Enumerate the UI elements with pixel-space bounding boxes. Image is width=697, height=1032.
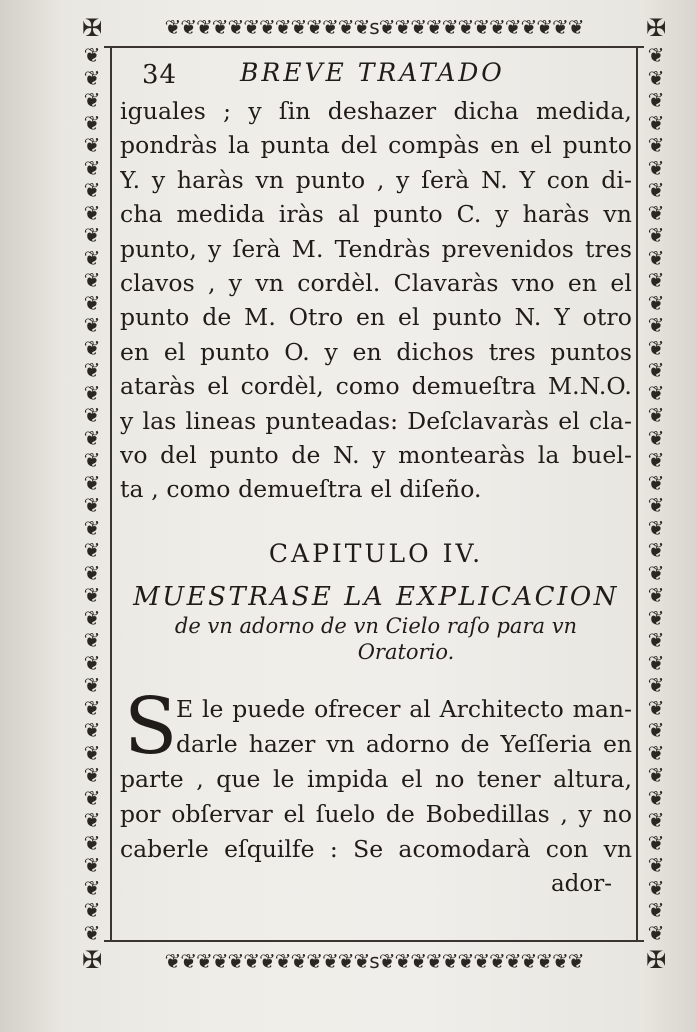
text-line: Y. y haràs vn punto , y ſerà N. Y con di- [120, 165, 632, 194]
ornament-column-left: ❦ ❦ ❦ ❦ ❦ ❦ ❦ ❦ ❦ ❦ ❦ ❦ ❦ ❦ ❦ ❦ ❦ ❦ ❦ ❦ ❦ ❦ ❦ ❦ ❦ ❦ ❦ ❦ ❦ ❦ ❦ ❦ ❦ ❦ ❦ ❦ ❦ ❦ ❦ ❦ [83, 44, 101, 944]
text-line: por obſervar el ſuelo de Bobedillas , y no [120, 799, 632, 828]
text-line: caberle eſquilfe : Se acomodarà con vn [120, 834, 632, 863]
text-line: en el punto O. y en dichos tres puntos [120, 337, 632, 366]
drop-cap: S [124, 681, 178, 772]
text-line: ataràs el cordèl, como demueſtra M.N.O. [120, 372, 632, 401]
text-line: darle hazer vn adorno de Yeſſeria en [176, 729, 632, 758]
text-line: E le puede ofrecer al Architecto man- [176, 694, 632, 723]
running-title: BREVE TRATADO [240, 58, 505, 87]
chapter-subheading-line-2: de vn adorno de vn Cielo raſo para vn [174, 613, 578, 638]
running-head [120, 54, 632, 94]
text-line: y las lineas punteadas: Deſclavaràs el cla- [120, 406, 632, 435]
ornament-column-right: ❦ ❦ ❦ ❦ ❦ ❦ ❦ ❦ ❦ ❦ ❦ ❦ ❦ ❦ ❦ ❦ ❦ ❦ ❦ ❦ ❦ ❦ ❦ ❦ ❦ ❦ ❦ ❦ ❦ ❦ ❦ ❦ ❦ ❦ ❦ ❦ ❦ ❦ ❦ ❦ [647, 44, 665, 944]
text-line: parte , que le impida el no tener altura, [120, 764, 632, 793]
corner-cross-bottom-left: ✠ [81, 946, 103, 974]
page-number: 34 [142, 60, 178, 90]
inner-rule-left [110, 46, 112, 942]
inner-rule-right [636, 46, 638, 942]
text-block [120, 54, 632, 924]
inner-rule-top [104, 46, 644, 48]
catchword: ador- [550, 870, 612, 897]
chapter-subheading-line-1: MUESTRASE LA EXPLICACION [133, 581, 619, 612]
paragraph-new-lines [120, 681, 632, 867]
text-line: clavos , y vn cordèl. Clavaràs vno en el [120, 269, 632, 298]
corner-cross-bottom-right: ✠ [645, 946, 667, 974]
text-line: punto de M. Otro en el punto N. Y otro [120, 303, 632, 332]
chapter-heading: CAPITULO IV. [268, 538, 484, 568]
text-line: pondràs la punta del compàs en el punto [120, 131, 632, 160]
text-line: ta , como demueſtra el diſeño. [120, 475, 482, 504]
text-line: cha medida iràs al punto C. y haràs vn [120, 200, 632, 229]
ornament-row-top: ❦❦❦❦❦❦❦❦❦❦❦❦❦s❦❦❦❦❦❦❦❦❦❦❦❦❦ [164, 15, 584, 39]
chapter-subheading-line-3: Oratorio. [357, 639, 455, 664]
paragraph-continued [120, 94, 632, 507]
corner-cross-top-left: ✠ [81, 14, 103, 42]
text-line: iguales ; y ſin deshazer dicha medida, [120, 97, 632, 125]
text-line: punto, y ſerà M. Tendràs prevenidos tres [120, 234, 632, 263]
ornament-row-bottom: ❦❦❦❦❦❦❦❦❦❦❦❦❦s❦❦❦❦❦❦❦❦❦❦❦❦❦ [164, 949, 584, 973]
text-line: vo del punto de N. y montearàs la buel- [120, 441, 632, 470]
inner-rule-bottom [104, 940, 644, 942]
paragraph-new [120, 681, 632, 902]
corner-cross-top-right: ✠ [645, 14, 667, 42]
